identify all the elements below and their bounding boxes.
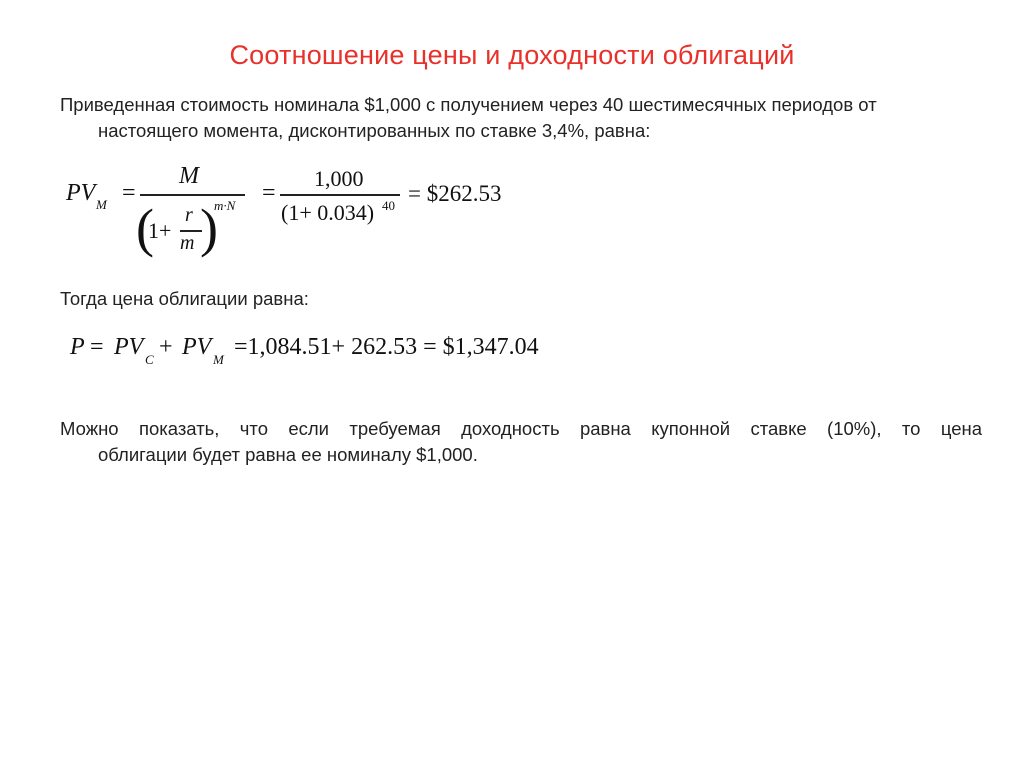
formula-symbol: P <box>70 334 85 360</box>
formula-exponent: 40 <box>382 198 395 213</box>
formula-subscript: M <box>96 197 107 212</box>
paragraph-line: облигации будет равна ее номиналу $1,000. <box>98 444 478 465</box>
formula-symbol: PV <box>66 180 96 206</box>
formula-numerator: M <box>179 163 199 189</box>
formula-symbol: PV <box>114 334 144 360</box>
paragraph-coupon-rate <box>60 416 982 468</box>
formula-r: r <box>185 204 193 226</box>
paragraph-line: Приведенная стоимость номинала $1,000 с получением через 40 шестимесячных периодов от <box>60 94 877 115</box>
formula-result: =1,084.51+ 262.53 = $1,347.04 <box>234 334 539 360</box>
formula-plus: + <box>159 334 173 360</box>
formula-subscript: C <box>145 352 154 367</box>
formula-result: = $262.53 <box>408 181 502 206</box>
fraction-bar <box>140 194 245 196</box>
paragraph-bond-price <box>60 286 982 312</box>
formula-exponent: m·N <box>214 198 236 213</box>
right-paren: ) <box>200 198 218 258</box>
formula-numerator: 1,000 <box>314 166 364 191</box>
formula-equals: = <box>122 180 136 206</box>
formula-m: m <box>180 232 195 254</box>
paragraph-line: Тогда цена облигации равна: <box>60 288 309 309</box>
formula-equals: = <box>90 334 104 360</box>
formula-subscript: M <box>213 352 224 367</box>
paragraph-line: настоящего момента, дисконтированных по ставке 3,4%, равна: <box>98 120 651 141</box>
paragraph-line: Можно показать, что если требуемая доходность равна купонной ставке (10%), то цена <box>60 418 982 439</box>
slide-title: Соотношение цены и доходности облигаций <box>229 40 795 70</box>
paragraph-present-value <box>60 92 982 144</box>
fraction-bar <box>280 194 400 196</box>
left-paren: ( <box>136 198 154 258</box>
formula-symbol: PV <box>182 334 212 360</box>
formula-denominator: (1+ 0.034) <box>281 200 375 225</box>
formula-one-plus: 1+ <box>148 218 172 243</box>
formula-equals: = <box>262 180 276 206</box>
